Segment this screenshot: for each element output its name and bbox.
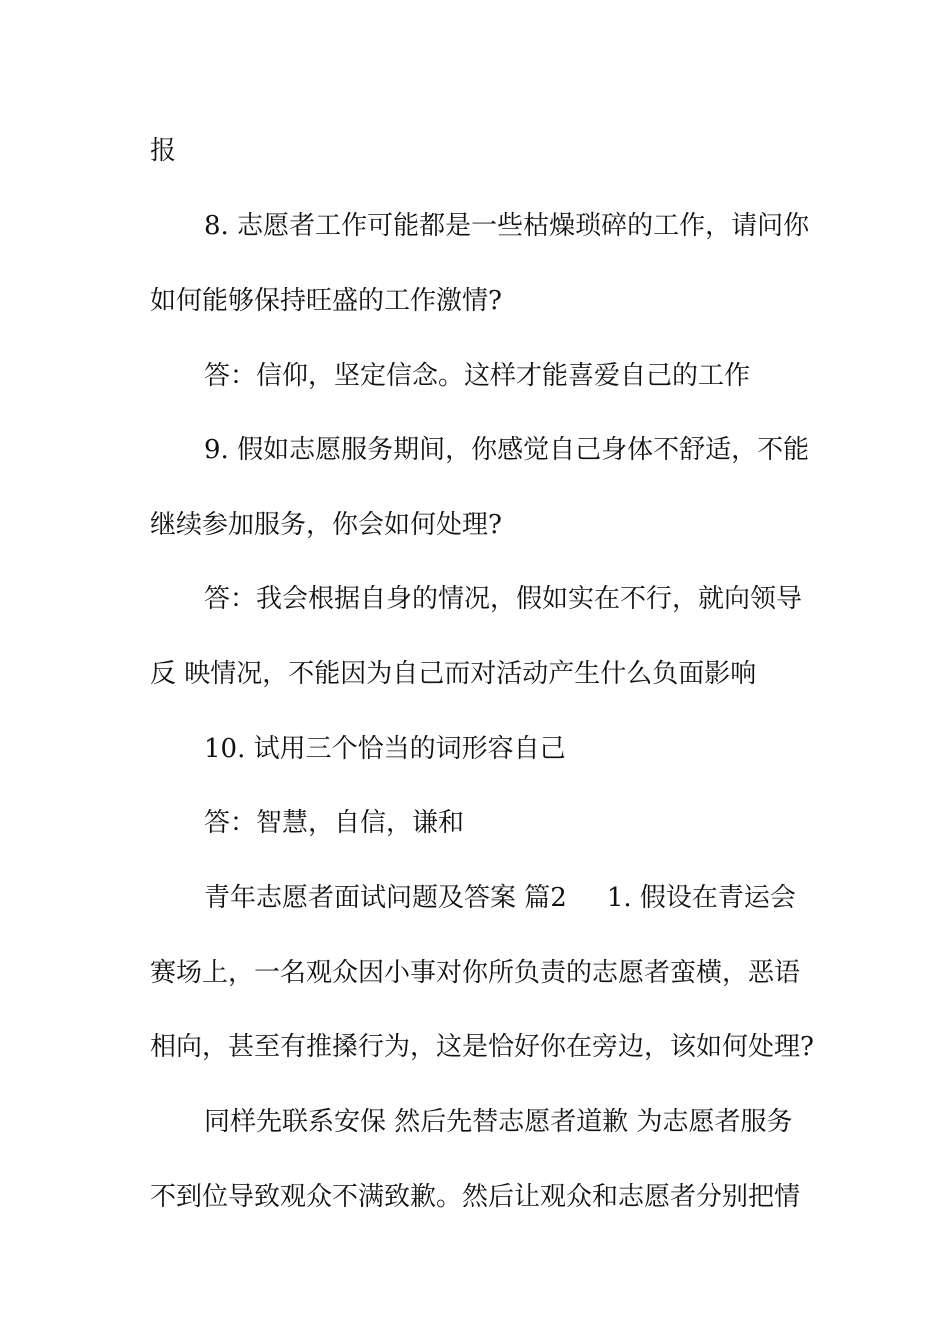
question-8-line-1: 8. 志愿者工作可能都是一些枯燥琐碎的工作，请问你 — [204, 211, 810, 241]
question-10: 10. 试用三个恰当的词形容自己 — [204, 734, 566, 764]
answer-1-line-1: 同样先联系安保 然后先替志愿者道歉 为志愿者服务 — [204, 1107, 793, 1137]
section-heading: 青年志愿者面试问题及答案 篇2 — [204, 883, 567, 913]
answer-1-line-2: 不到位导致观众不满致歉。然后让观众和志愿者分别把情 — [150, 1182, 801, 1212]
question-8-line-2: 如何能够保持旺盛的工作激情? — [150, 286, 502, 316]
section-line — [204, 881, 796, 915]
text-line: 报 — [150, 136, 177, 166]
answer-10: 答：智慧，自信，谦和 — [204, 808, 465, 838]
answer-9-line-2: 反 映情况，不能因为自己而对活动产生什么负面影响 — [150, 659, 757, 689]
question-1-line-2: 赛场上，一名观众因小事对你所负责的志愿者蛮横，恶语 — [150, 958, 801, 988]
answer-9-line-1: 答：我会根据自身的情况，假如实在不行，就向领导 — [204, 584, 803, 614]
answer-8: 答：信仰，坚定信念。这样才能喜爱自己的工作 — [204, 361, 751, 391]
section-first-question: 1. 假设在青运会 — [606, 883, 796, 913]
question-9-line-1: 9. 假如志愿服务期间，你感觉自己身体不舒适，不能 — [204, 435, 810, 465]
question-9-line-2: 继续参加服务，你会如何处理? — [150, 510, 502, 540]
question-1-line-3: 相向，甚至有推搡行为，这是恰好你在旁边，该如何处理? — [150, 1032, 814, 1062]
